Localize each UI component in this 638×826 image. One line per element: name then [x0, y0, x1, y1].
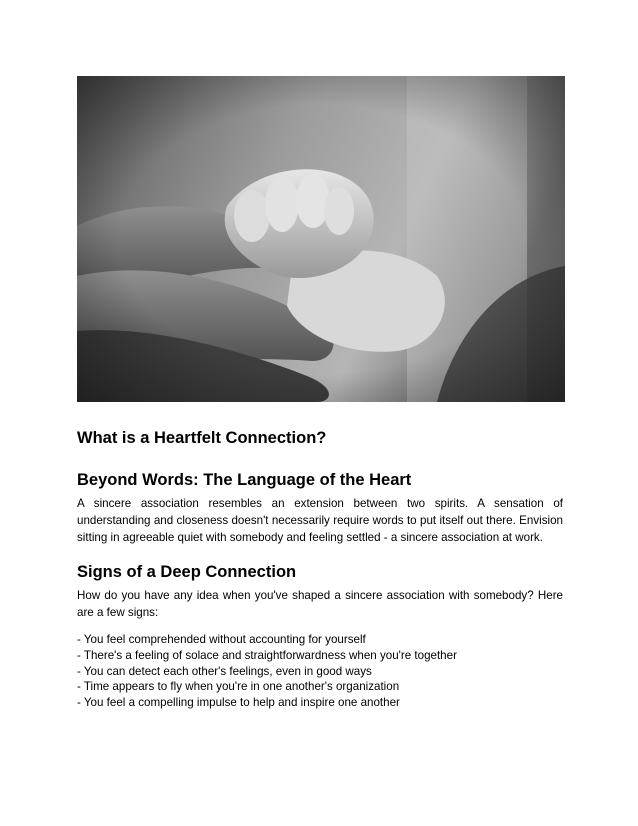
list-item: - There's a feeling of solace and straightforwardness when you're together	[77, 648, 457, 662]
list-item: - You feel a compelling impulse to help and inspire one another	[77, 696, 400, 710]
list-item: - You feel comprehended without accounting for yourself	[77, 633, 366, 646]
signs-list	[77, 632, 567, 711]
list-item: - You can detect each other's feelings, even in good ways	[77, 664, 372, 678]
list-item: - Time appears to fly when you're in one another's organization	[77, 680, 400, 694]
section-heading-beyond-words: Beyond Words: The Language of the Heart	[77, 471, 412, 489]
photo-illustration	[77, 76, 565, 402]
section-body-signs: How do you have any idea when you've shaped a sincere association with somebody? Here are a few signs:	[77, 589, 563, 619]
baby-hand-photo	[77, 76, 565, 402]
section-title: What is a Heartfelt Connection?	[77, 429, 327, 447]
section-heading-signs: Signs of a Deep Connection	[77, 563, 297, 581]
section-body-beyond-words: A sincere association resembles an extension between two spirits. A sensation of understanding and closeness doesn't necessarily require words to put itself out there. Envision sitting in agreeable quiet with somebody and feeling settled - a sincere association at work.	[77, 497, 563, 544]
